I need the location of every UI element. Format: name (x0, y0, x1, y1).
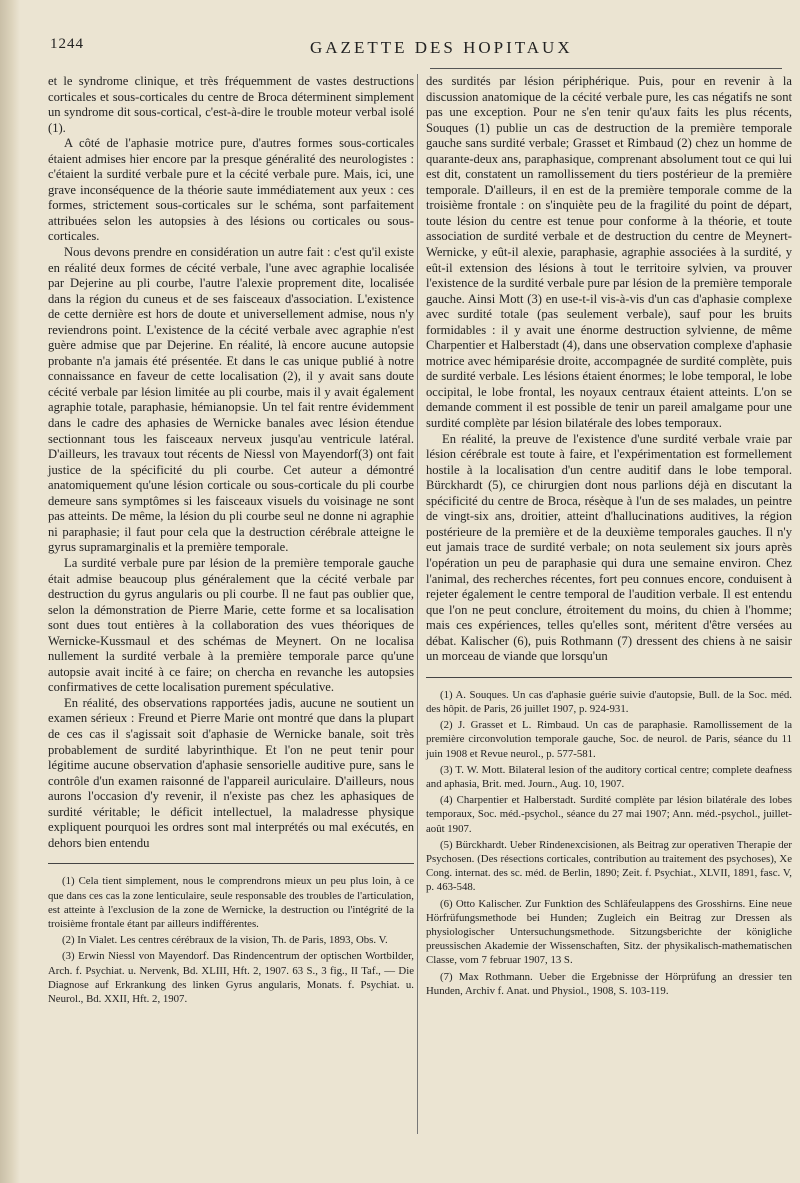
left-column (48, 74, 414, 1008)
paragraph: En réalité, des observations rapportées jadis, aucune ne soutient un examen sérieux : Freund et Pierre Marie ont montré que dans la plupart de ces cas il s'agissait soit d'aphasie de Wernicke banale, soit très probablement de surdité labyrinthique. Et l'on ne peut tenir pour légitime aucune observation d'aphasie sensorielle auditive pure, sans le contrôle d'un examen raisonné de l'appareil auriculaire. D'ailleurs, nous aurons l'occasion d'y revenir, il n'existe pas chez les aphasiques de surdité véritable; le déficit intellectuel, la maladresse physique expliquent pourquoi les ordres sont mal interprétés ou mal exécutés, en dehors bien entendu (48, 695, 414, 850)
right-column (426, 74, 792, 1000)
footnote: (1) Cela tient simplement, nous le comprendrons mieux un peu plus loin, à ce que dans ces cas la zone lenticulaire, seule responsable des troubles de l'articulation, est atteinte à l'exclusion de la zone de Wernicke, la destruction ou l'intégrité de la troisième frontale étant par ailleurs indifférentes. (48, 875, 414, 930)
footnote-separator (426, 677, 792, 678)
footnotes-left (48, 874, 414, 1006)
footnote: (1) A. Souques. Un cas d'aphasie guérie suivie d'autopsie, Bull. de la Soc. méd. des hôpit. de Paris, 26 juillet 1907, p. 924-931. (426, 688, 792, 715)
header-rule (430, 68, 782, 69)
footnote-separator (48, 863, 414, 864)
footnote: (5) Bürckhardt. Ueber Rindenexcisionen, als Beitrag zur operativen Therapie der Psychosen. (Des résections corticales, contribution au traitement des psychoses), Xe Cong. internat. des sc. méd. de Berlin, 1890; Zeit. f. Psychiat., XLVII, 1891, fasc. V, p. 463-548. (426, 838, 792, 894)
paragraph: A côté de l'aphasie motrice pure, d'autres formes sous-corticales étaient admises hier encore par la presque généralité des neurologistes : c'étaient la surdité verbale pure et la cécité verbale pure. Mais, ici, une grave inconséquence de la théorie saute immédiatement aux yeux : ces formes, strictement sous-corticales sur le schéma, sont parfaitement attribuées selon les autopsies à des lésions ou corticales ou sous-corticales. (48, 136, 414, 244)
paragraph: et le syndrome clinique, et très fréquemment de vastes destructions corticales et sous-corticales du centre de Broca déterminent simplement un syndrome dit sous-cortical, c'est-à-dire le trouble moteur verbal isolé (1). (48, 74, 414, 135)
footnote: (2) J. Grasset et L. Rimbaud. Un cas de paraphasie. Ramollissement de la première circonvolution temporale gauche, Soc. de neurol. de Paris, séance du 11 juin 1908 et Revue neurol., p. 577-581. (426, 719, 792, 760)
paragraph: La surdité verbale pure par lésion de la première temporale gauche était admise beaucoup plus généralement que la cécité verbale par destruction du gyrus angularis ou pli courbe. Il ne faut pas oublier que, selon la démonstration de Pierre Marie, cette forme et sa localisation sont dues tout entières à la collaboration des vues théoriques de Wernicke-Kussmaul et des schémas de Meynert. On ne localisa nullement la surdité verbale à la première temporale parce qu'une autopsie avait incité à ce faire; on chercha en revanche les autopsies confirmatives de cette localisation purement spéculative. (48, 555, 414, 695)
footnote: (2) In Vialet. Les centres cérébraux de la vision, Th. de Paris, 1893, Obs. V. (62, 934, 388, 947)
footnote: (7) Max Rothmann. Ueber die Ergebnisse der Hörprüfung an dressier ten Hunden, Archiv f. Anat. und Physiol., 1908, S. 103-119. (426, 970, 792, 997)
column-divider (417, 74, 418, 1134)
paragraph: En réalité, la preuve de l'existence d'une surdité verbale vraie par lésion cérébrale est toute à faire, et l'expérimentation est formellement hostile à la localisation d'un centre auditif dans le lobe temporal. Bürckhardt (5), ce chirurgien dont nous parlions déjà en discutant la spécificité du centre de Broca, résèque à l'un de ses malades, un peintre de vingt-six ans, droitier, atteint d'hallucinations auditives, la région postérieure de la première et de la deuxième temporales gauches. Il n'y eut jamais trace de surdité verbale; on nota seulement six jours après l'opération un peu de paraphasie qui dura une semaine environ. Chez l'animal, des recherches récentes, fort peu connues encore, conduisent à rejeter également le centre temporal de l'audition verbale. Il est entendu que l'on ne peut conclure, étroitement du moins, du chien à l'homme; mais ces expériences, telles qu'elles sont, méritent d'être versées au débat. Kalischer (6), puis Rothmann (7) dressent des chiens à ne saisir un morceau de viande que lorsqu'un (426, 431, 792, 664)
footnote: (3) Erwin Niessl von Mayendorf. Das Rindencentrum der optischen Wortbilder, Arch. f. Psychiat. u. Nervenk, Bd. XLIII, Hft. 2, 1907. 63 S., 3 fig., II Taf., — Die Diagnose auf Erkrankung des linken Gyrus angularis, Monats. f. Psychiat. u. Neurol., Bd. XXII, Hft. 2, 1907. (48, 950, 414, 1005)
footnotes-right (426, 688, 792, 998)
paragraph: des surdités par lésion périphérique. Puis, pour en revenir à la discussion anatomique de la cécité verbale pure, les cas négatifs ne sont pas une exception. Pour ne s'en tenir qu'aux faits les plus récents, Souques (1) publie un cas de destruction de la première temporale gauche sans surdité verbale; Grasset et Rimbaud (2) chez un homme de quarante-deux ans, paraphasique, comprenant absolument tout ce qui lui est dit, constatent un ramollissement du tiers postérieur de la première temporale. D'ailleurs, il en est de la première temporale comme de la troisième frontale : on s'inquiète peu de la fragilité du point de départ, toute lésion du centre est tenue pour conforme à la théorie, et toute association de surdité verbale et de destruction du centre de Meynert-Wernicke, y eût-il alexie, paraphasie, agraphie associées à la surdité, y eût-il extension des lésions à tout le territoire sylvien, va prouver l'existence de la surdité verbale pure par lésion de la première temporale gauche. Ainsi Mott (3) en use-t-il vis-à-vis d'un cas d'aphasie complexe avec surdité totale (pas seulement verbale), sauf pour les bruits formidables : il y avait une énorme destruction sylvienne, de même Charpentier et Halberstadt (4), dans une observation complexe d'aphasie motrice avec hémiparésie droite, accompagnée de surdité complète, puis de surdité verbale. Les lésions étaient énormes; le lobe temporal, le lobe occipital, le lobe frontal, les noyaux centraux étaient atteints. L'on se demande comment il est possible de tenir un pareil amalgame pour une surdité complète par lésion bilatérale des lobes temporaux. (426, 74, 792, 431)
running-title: GAZETTE DES HOPITAUX (310, 38, 573, 57)
footnote: (4) Charpentier et Halberstadt. Surdité complète par lésion bilatérale des lobes temporaux, Soc. méd.-psychol., séance du 27 mai 1907; Ann. méd.-psychol., juillet-août 1907. (426, 794, 792, 835)
footnote: (6) Otto Kalischer. Zur Funktion des Schläfeulappens des Grosshirns. Eine neue Hörfrüfungsmethode bei Hunden; Zugleich ein Beitrag zur Dressen als physiologischer Untersuchungsmethode. Sitzungsberichte der königliche preussischen Akademie der Wissenschaften, Sitz. der physikalisch-mathematischen Classe, vom 7 februar 1907, 13 S. (426, 897, 792, 967)
page-number: 1244 (50, 36, 84, 52)
page-binding-edge (0, 0, 20, 1183)
paragraph: Nous devons prendre en considération un autre fait : c'est qu'il existe en réalité deux formes de cécité verbale, l'une avec agraphie localisée par Dejerine au pli courbe, l'autre l'alexie proprement dite, localisée dans la région du cuneus et de ses faisceaux d'association. L'existence de cette dernière est hors de doute et universellement admise, nous n'y reviendrons point. L'existence de la cécité verbale avec agraphie n'est guère admise que par Dejerine. En réalité, là encore aucune autopsie probante n'a jamais été présentée. Et dans le cas unique publié à notre connaissance en faveur de cette localisation (2), il y avait sans doute cécité verbale par lésion limitée au pli courbe, mais il y avait également agraphie totale, paraphasie, hémianopsie. Un tel fait rentre évidemment dans le cadre des aphasies de Wernicke banales avec lésion étendue sectionnant tous les faisceaux nerveux jusqu'au ventricule latéral. D'ailleurs, les travaux tout récents de Niessl von Mayendorf(3) ont fait justice de la spécificité du pli courbe. Cet auteur a démontré anatomiquement qu'une lésion corticale ou sous-corticale du pli courbe demeure sans symptômes si les faisceaux visuels du voisinage ne sont pas atteints. De même, la lésion du pli courbe seul ne donne ni agraphie ni paraphasie; il faut pour cela que la destruction cérébrale atteigne le gyrus supramarginalis et la première temporale. (48, 245, 414, 555)
footnote: (3) T. W. Mott. Bilateral lesion of the auditory cortical centre; complete deafness and aphasia, Brit. med. Journ., Aug. 10, 1907. (426, 763, 792, 790)
